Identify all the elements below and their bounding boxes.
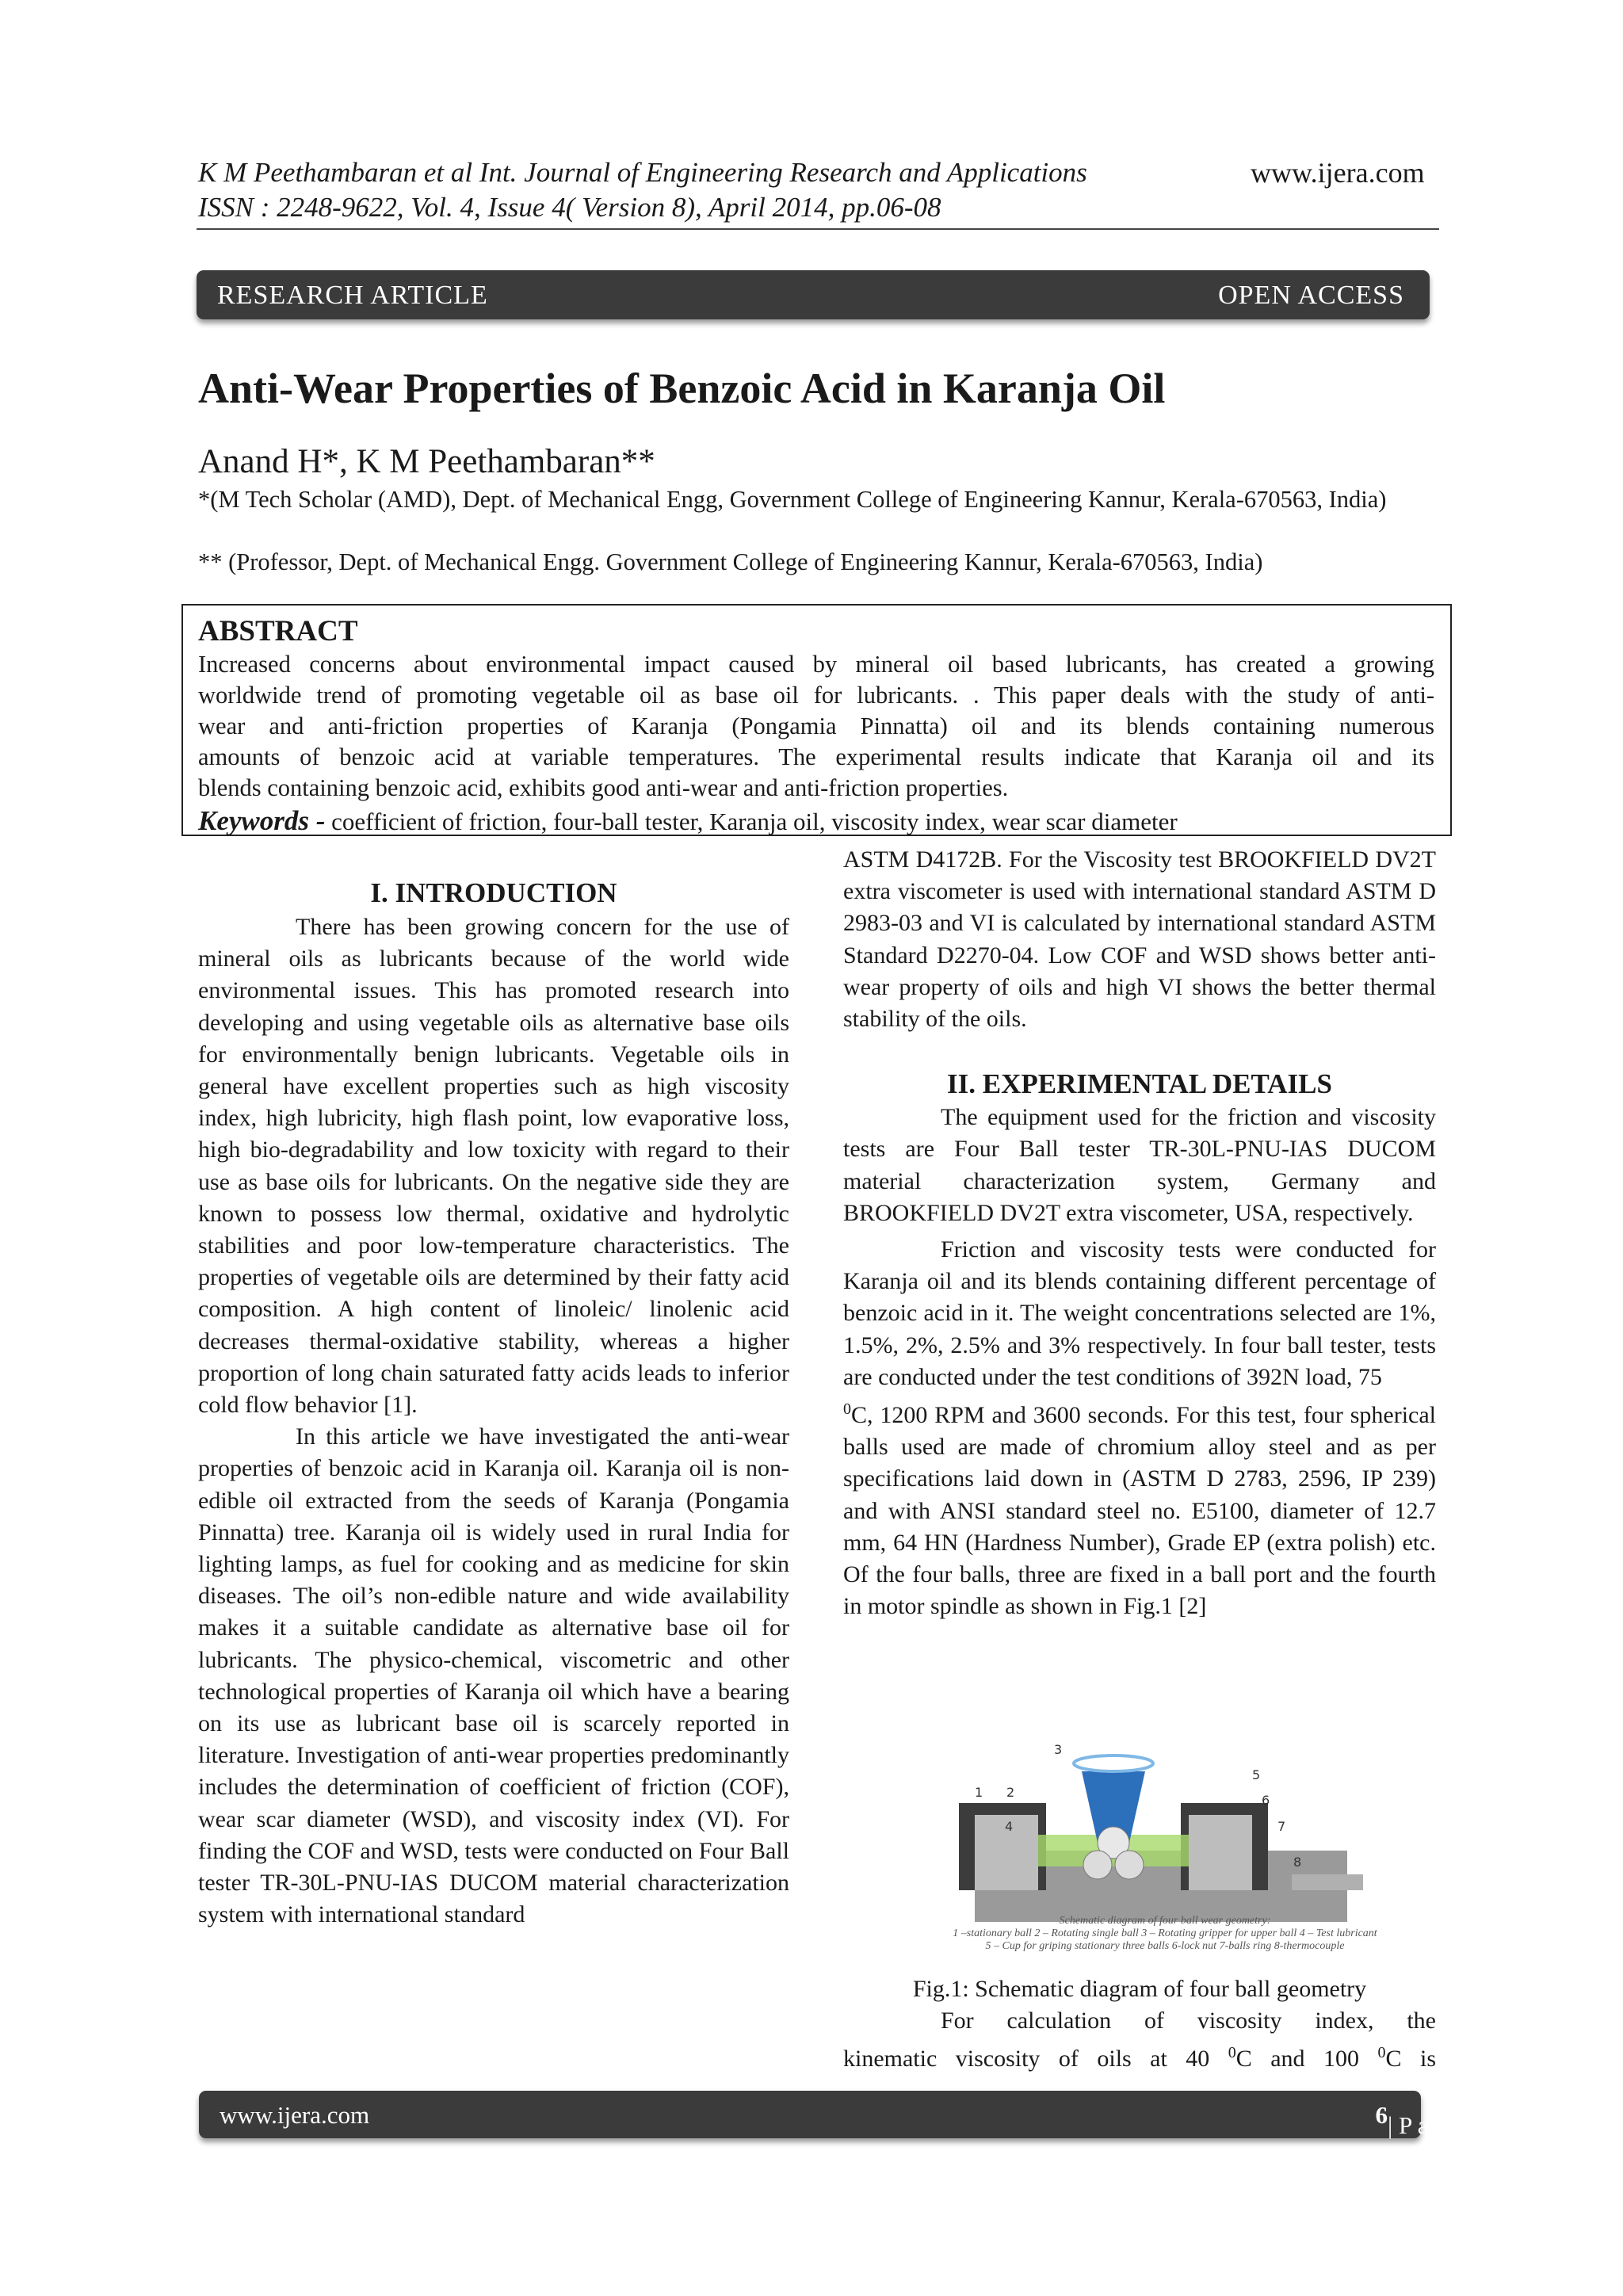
experimental-paragraph-1: The equipment used for the friction and viscosity tests are Four Ball tester TR-30L-PNU-IAS DUCOM material characterization system, Germany and BROOKFIELD DV2T extra viscometer, USA, respectively. (843, 1104, 1436, 1226)
keywords-text: coefficient of friction, four-ball tester, Karanja oil, viscosity index, wear scar diameter (331, 808, 1178, 835)
journal-line: K M Peethambaran et al Int. Journal of Engineering Research and Applications (198, 157, 1087, 188)
label-2: 2 (1006, 1785, 1015, 1800)
closing-line-1: For calculation of viscosity index, the (941, 2008, 1436, 2034)
degree-superscript: 0 (843, 1400, 851, 1419)
label-3: 3 (1054, 1742, 1063, 1757)
abstract-line: amounts of benzoic acid at variable temperatures. The experimental results indicate that Karanja oil and its (198, 743, 1434, 770)
footer-page (1375, 2101, 1465, 2139)
figure-inner-legend-2: 5 – Cup for griping stationary three balls 6-lock nut 7-balls ring 8-thermocouple (985, 1940, 1345, 1952)
label-1: 1 (975, 1785, 983, 1800)
intro-paragraph-2: In this article we have investigated the anti-wear properties of benzoic acid in Karanja oil. Karanja oil is non-edible oil extracted from the seeds of Karanja (Pongamia Pinnatta) tree. Karanja oil is widely used in rural India for lighting lamps, as fuel for cooking and as medicine for skin diseases. The oil’s non-edible nature and wide availability makes it a suitable candidate as alternative base oil for lubricants. The physico-chemical, viscometric and other technological properties of Karanja oil which have a bearing on its use as lubricant base oil is scarcely reported in literature. Investigation of anti-wear properties predominantly includes the determination of coefficient of friction (COF), wear scar diameter (WSD), and viscosity index (VI). For finding the COF and WSD, tests were conducted on Four Ball tester TR-30L-PNU-IAS DUCOM material characterization system with international standard (198, 1423, 789, 1928)
rotation-indicator (1074, 1755, 1153, 1771)
four-ball-schematic (919, 1740, 1411, 1954)
affiliation-1: *(M Tech Scholar (AMD), Dept. of Mechanical Engg, Government College of Engineering Kannur, Kerala-670563, India) (198, 486, 1387, 513)
stationary-ball-right (1115, 1851, 1144, 1879)
keywords-label: Keywords - (198, 805, 326, 836)
closing-text (843, 2005, 1436, 2075)
journal-website[interactable]: www.ijera.com (1251, 157, 1425, 189)
experimental-heading: II. EXPERIMENTAL DETAILS (947, 1068, 1332, 1100)
abstract-line: wear and anti-friction properties of Karanja (Pongamia Pinnatta) oil and its blends containing numerous (198, 712, 1434, 739)
figure-inner-legend-1: 1 –stationary ball 2 – Rotating single ball 3 – Rotating gripper for upper ball 4 – Test lubricant (953, 1927, 1377, 1939)
closing-line-2c: C is (1385, 2046, 1436, 2072)
abstract-line: blends containing benzoic acid, exhibits good anti-wear and anti-friction properties. (198, 774, 1009, 801)
abstract-line: worldwide trend of promoting vegetable oil as base oil for lubricants. . This paper deals with the study of anti- (198, 682, 1434, 709)
label-7: 7 (1277, 1819, 1286, 1834)
label-8: 8 (1293, 1855, 1302, 1870)
experimental-paragraph-2-cont: C, 1200 RPM and 3600 seconds. For this test, four spherical balls used are made of chromium alloy steel and as per specifications laid down in (ASTM D 2783, 2596, IP 239) and with ANSI standard steel no. E5100, diameter of 12.7 mm, 64 HN (Hardness Number), Grade EP (extra polish) etc. Of the four balls, three are fixed in a ball port and the fourth in motor spindle as shown in Fig.1 [2] (843, 1402, 1436, 1620)
label-5: 5 (1252, 1767, 1261, 1782)
methods-continuation: ASTM D4172B. For the Viscosity test BROOKFIELD DV2T extra viscometer is used with international standard ASTM D 2983-03 and VI is calculated by international standard ASTM Standard D2270-04. Low COF and WSD shows better anti-wear property of oils and high VI shows the better thermal stability of the oils. (843, 846, 1436, 1033)
intro-paragraph-1: There has been growing concern for the use of mineral oils as lubricants because of the world wide environmental issues. This has promoted research into developing and using vegetable oils as alternative base oils for environmentally benign lubricants. Vegetable oils in general have excellent properties such as high viscosity index, high lubricity, high flash point, low evaporative loss, high bio-degradability and low toxicity with regard to their use as base oils for lubricants. On the negative side they are known to possess low thermal, oxidative and hydrolytic stabilities and poor low-temperature characteristics. The properties of vegetable oils are determined by their fatty acid composition. A high content of linoleic/ linolenic acid decreases thermal-oxidative stability, whereas a higher proportion of long chain saturated fatty acids leads to inferior cold flow behavior [1]. (198, 914, 789, 1419)
closing-line-2 (843, 2037, 1436, 2075)
experimental-paragraph-2 (843, 1234, 1436, 1622)
abstract-line: Increased concerns about environmental impact caused by mineral oil based lubricants, has created a growing (198, 651, 1434, 678)
thermocouple (1292, 1874, 1363, 1890)
page-number: 6 (1375, 2101, 1388, 2129)
stationary-ball-left (1083, 1851, 1112, 1879)
footer-bar (199, 2091, 1465, 2139)
right-column (843, 844, 1436, 1622)
figure-caption: Fig.1: Schematic diagram of four ball geometry (912, 1976, 1367, 2002)
figure-inner-title: Schematic diagram of four ball wear geometry: (1059, 1915, 1271, 1927)
closing-line-2b: C and 100 (1235, 2046, 1378, 2072)
footer-website[interactable]: www.ijera.com (220, 2101, 370, 2129)
left-column (198, 876, 789, 1931)
introduction-heading: I. INTRODUCTION (370, 877, 617, 908)
paper-title: Anti-Wear Properties of Benzoic Acid in Karanja Oil (198, 365, 1166, 412)
article-banner (197, 270, 1430, 319)
abstract-heading: ABSTRACT (198, 615, 358, 648)
header-rule (197, 228, 1439, 230)
label-4: 4 (1005, 1819, 1014, 1834)
research-article-label: RESEARCH ARTICLE (217, 281, 488, 310)
degree-superscript: 0 (1228, 2044, 1236, 2061)
affiliation-2: ** (Professor, Dept. of Mechanical Engg. Government College of Engineering Kannur, Kerala-670563, India) (198, 548, 1263, 575)
right-cup-inner (1189, 1815, 1252, 1890)
abstract-text (198, 649, 1434, 804)
label-6: 6 (1262, 1793, 1270, 1808)
page-label: | P a g e (1388, 2111, 1465, 2139)
open-access-label: OPEN ACCESS (1218, 281, 1404, 310)
keywords-line (198, 805, 1178, 838)
experimental-paragraph-2-text: Friction and viscosity tests were conducted for Karanja oil and its blends containing different percentage of benzoic acid in it. The weight concentrations selected are 1%, 1.5%, 2%, 2.5% and 3% respectively. In four ball tester, tests are conducted under the test conditions of 392N load, 75 (843, 1236, 1436, 1390)
closing-line-2a: kinematic viscosity of oils at 40 (843, 2046, 1228, 2072)
issn-line: ISSN : 2248-9622, Vol. 4, Issue 4( Version 8), April 2014, pp.06-08 (198, 192, 941, 223)
authors: Anand H*, K M Peethambaran** (198, 443, 655, 480)
degree-superscript: 0 (1377, 2044, 1386, 2061)
